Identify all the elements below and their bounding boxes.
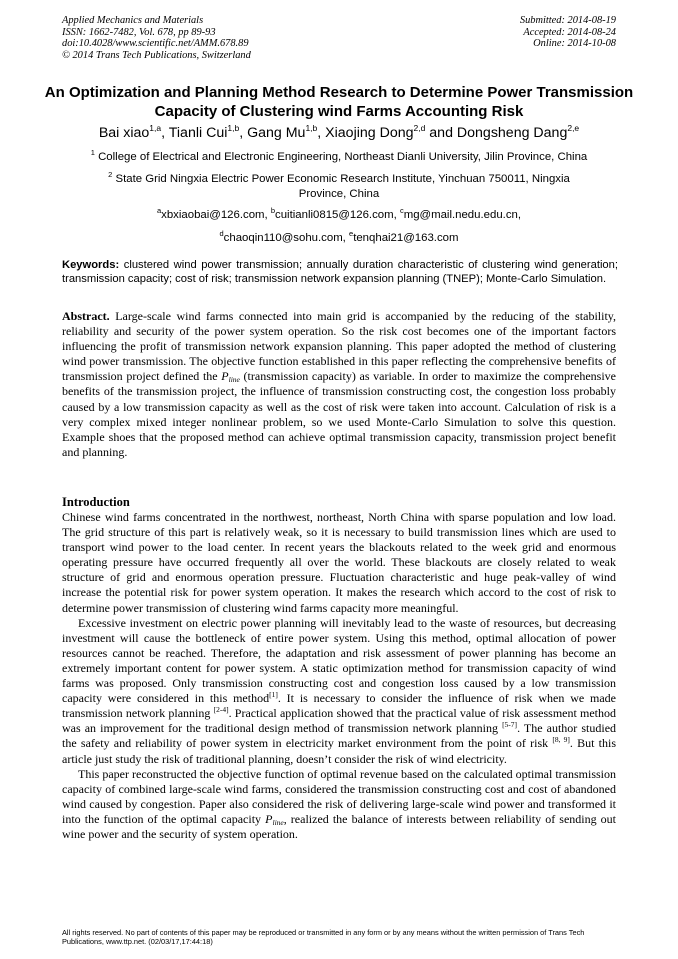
copyright-line: © 2014 Trans Tech Publications, Switzerland <box>62 49 251 61</box>
abstract-label: Abstract. <box>62 309 110 323</box>
email-d[interactable]: chaoqin110@sohu.com, <box>223 232 346 244</box>
email-a[interactable]: xbxiaobai@126.com, <box>161 209 268 221</box>
author-affiliation-marker: 2,d <box>413 123 426 133</box>
accepted-date: Accepted: 2014-08-24 <box>523 26 616 38</box>
abstract-text: Large-scale wind farms connected into main grid is accompanied by the reducing of the stability, reliability and security of the power system operation. So the risk cost becomes one of the important factors influencing the profit of transmission network expansion planning. This paper adopted the method of clustering wind power transmission. The objective function established in this paper reflecting the comprehensive benefits of transmission project defined the <box>62 309 616 384</box>
affiliation-marker: 1 <box>90 148 95 157</box>
affiliation-2 <box>100 172 578 202</box>
citation[interactable]: [2-4] <box>213 705 229 715</box>
affiliation-1 <box>40 150 638 165</box>
submission-dates <box>520 15 616 50</box>
email-e[interactable]: tenqhai21@163.com <box>353 232 459 244</box>
paper-title: An Optimization and Planning Method Research to Determine Power Transmission Capacity of Clustering wind Farms Accounting Risk <box>44 84 634 120</box>
author-affiliation-marker: 1,b <box>305 123 318 133</box>
pline-variable: $P_{line}$ <box>265 811 284 827</box>
abstract-block <box>62 309 616 460</box>
section-heading-introduction: Introduction <box>62 495 130 509</box>
author-separator: and <box>425 125 457 141</box>
affiliation-text: State Grid Ningxia Electric Power Economic Research Institute, Yinchuan 750011, Ningxia Province, China <box>115 173 570 200</box>
author-name: Tianli Cui <box>168 125 228 141</box>
author-name: Gang Mu <box>247 125 306 141</box>
citation[interactable]: [5-7] <box>502 720 518 730</box>
author-name: Bai xiao <box>98 125 150 141</box>
keywords-label: Keywords: <box>62 259 120 271</box>
email-marker: e <box>349 229 354 238</box>
doi-line: doi:10.4028/www.scientific.net/AMM.678.89 <box>62 38 249 49</box>
author-list <box>40 124 638 142</box>
email-marker: d <box>219 229 224 238</box>
online-date: Online: 2014-10-08 <box>533 38 616 49</box>
keywords-text: clustered wind power transmission; annually duration characteristic of clustering wind generation; transmission capacity; cost of risk; transmission network expansion planning (TNEP); Monte-Carlo Simulation. <box>62 259 618 285</box>
email-marker: a <box>156 206 162 215</box>
keywords-block <box>62 258 618 286</box>
author-affiliation-marker: 2,e <box>567 123 580 133</box>
email-marker: c <box>399 206 404 215</box>
email-line-1 <box>40 208 638 222</box>
abstract-text-cont: (transmission capacity) as variable. In order to maximize the comprehensive benefits of the transmission project, the influence of transmission constructing cost, the congestion loss probably caused by a low transmission capacity as well as the cost of risk were taken into account. Calculation of risk is a very complex mixed integer nonlinear problem, so we used Monte-Carlo Simulation to solve this question. Example shoes that the proposed method can achieve optimal transmission capacity, transmission project benefit and planning. <box>62 369 617 459</box>
paragraph: This paper reconstructed the objective function of optimal revenue based on the calculated optimal transmission capacity of combined large-scale wind farms, considered the transmission constructing cost and cost of abandoned wind caused by congestion. Paper also considered the risk of delivering large-scale wind power and transformed it into the function of the optimal capacity $P_{line}$, realized the balance of interests between reliability of sending out wine power and the security of system operation. <box>62 766 617 841</box>
affiliation-text: College of Electrical and Electronic Engineering, Northeast Dianli University, Jilin Province, China <box>98 151 588 163</box>
pline-variable: $P_{line}$ <box>221 369 240 385</box>
issn-line: ISSN: 1662-7482, Vol. 678, pp 89-93 <box>62 26 216 38</box>
copyright-footer: All rights reserved. No part of contents of this paper may be reproduced or transmitted in any form or by any means without the written permission of Trans Tech Publications, www.ttp.net. (02/03/17,17:44:18) <box>62 928 585 946</box>
author-separator: , <box>317 125 326 141</box>
citation[interactable]: [8, 9] <box>552 735 570 745</box>
author-name: Xiaojing Dong <box>325 125 414 141</box>
author-separator: , <box>239 125 248 141</box>
paragraph: Excessive investment on electric power planning will inevitably lead to the waste of resources, but decreasing investment will cause the bottleneck of entire power system. Using this method, optimal allocation of power resources cannot be reached. Therefore, the adaptation and risk assessment of power planning has become an extremely important content for power system. A static optimization method for transmission capacity of wind farms was proposed. Only transmission constructing cost and congestion loss caused by a low transmission capacity were considered in this method[1]. It is necessary to consider the influence of risk when we made transmission network planning [2-4]. Practical application showed that the practical value of risk assessment method was an improvement for the traditional design method of transmission network planning [5-7]. The author studied the safety and reliability of power system in electricity market environment from the point of risk [8, 9]. But this article just study the risk of traditional planning, doesn’t consider the risk of wind electricity. <box>62 615 617 766</box>
submitted-date: Submitted: 2014-08-19 <box>519 15 616 26</box>
author-separator: , <box>161 125 169 141</box>
journal-info <box>62 15 251 61</box>
author-affiliation-marker: 1,a <box>149 123 162 133</box>
paragraph: Chinese wind farms concentrated in the northwest, northeast, North China with sparse population and low load. The grid structure of this part is relatively weak, so it is necessary to build transmission lines which are used to transport wind power to the load center. In recent years the blackouts related to the week grid and enormous operating pressure have occurred frequently all over the world. These blackouts are closely related to weak structure of grid and enormous operation pressure. Fluctuation characteristic and huge peak-valley of wind increase the potential risk for power system operation. It makes the research which accord to the cost of risk to determine power transmission of clustering wind farms capacity more meaningful. <box>62 510 616 615</box>
email-line-2 <box>40 231 638 245</box>
introduction-body <box>62 510 616 842</box>
author-affiliation-marker: 1,b <box>227 123 240 133</box>
journal-name: Applied Mechanics and Materials <box>62 15 204 26</box>
citation[interactable]: [1] <box>269 690 278 700</box>
affiliation-marker: 2 <box>108 170 113 179</box>
author-name: Dongsheng Dang <box>456 125 568 141</box>
email-marker: b <box>270 206 276 215</box>
email-c[interactable]: mg@mail.nedu.edu.cn, <box>403 209 522 221</box>
email-b[interactable]: cuitianli0815@126.com, <box>275 209 397 221</box>
